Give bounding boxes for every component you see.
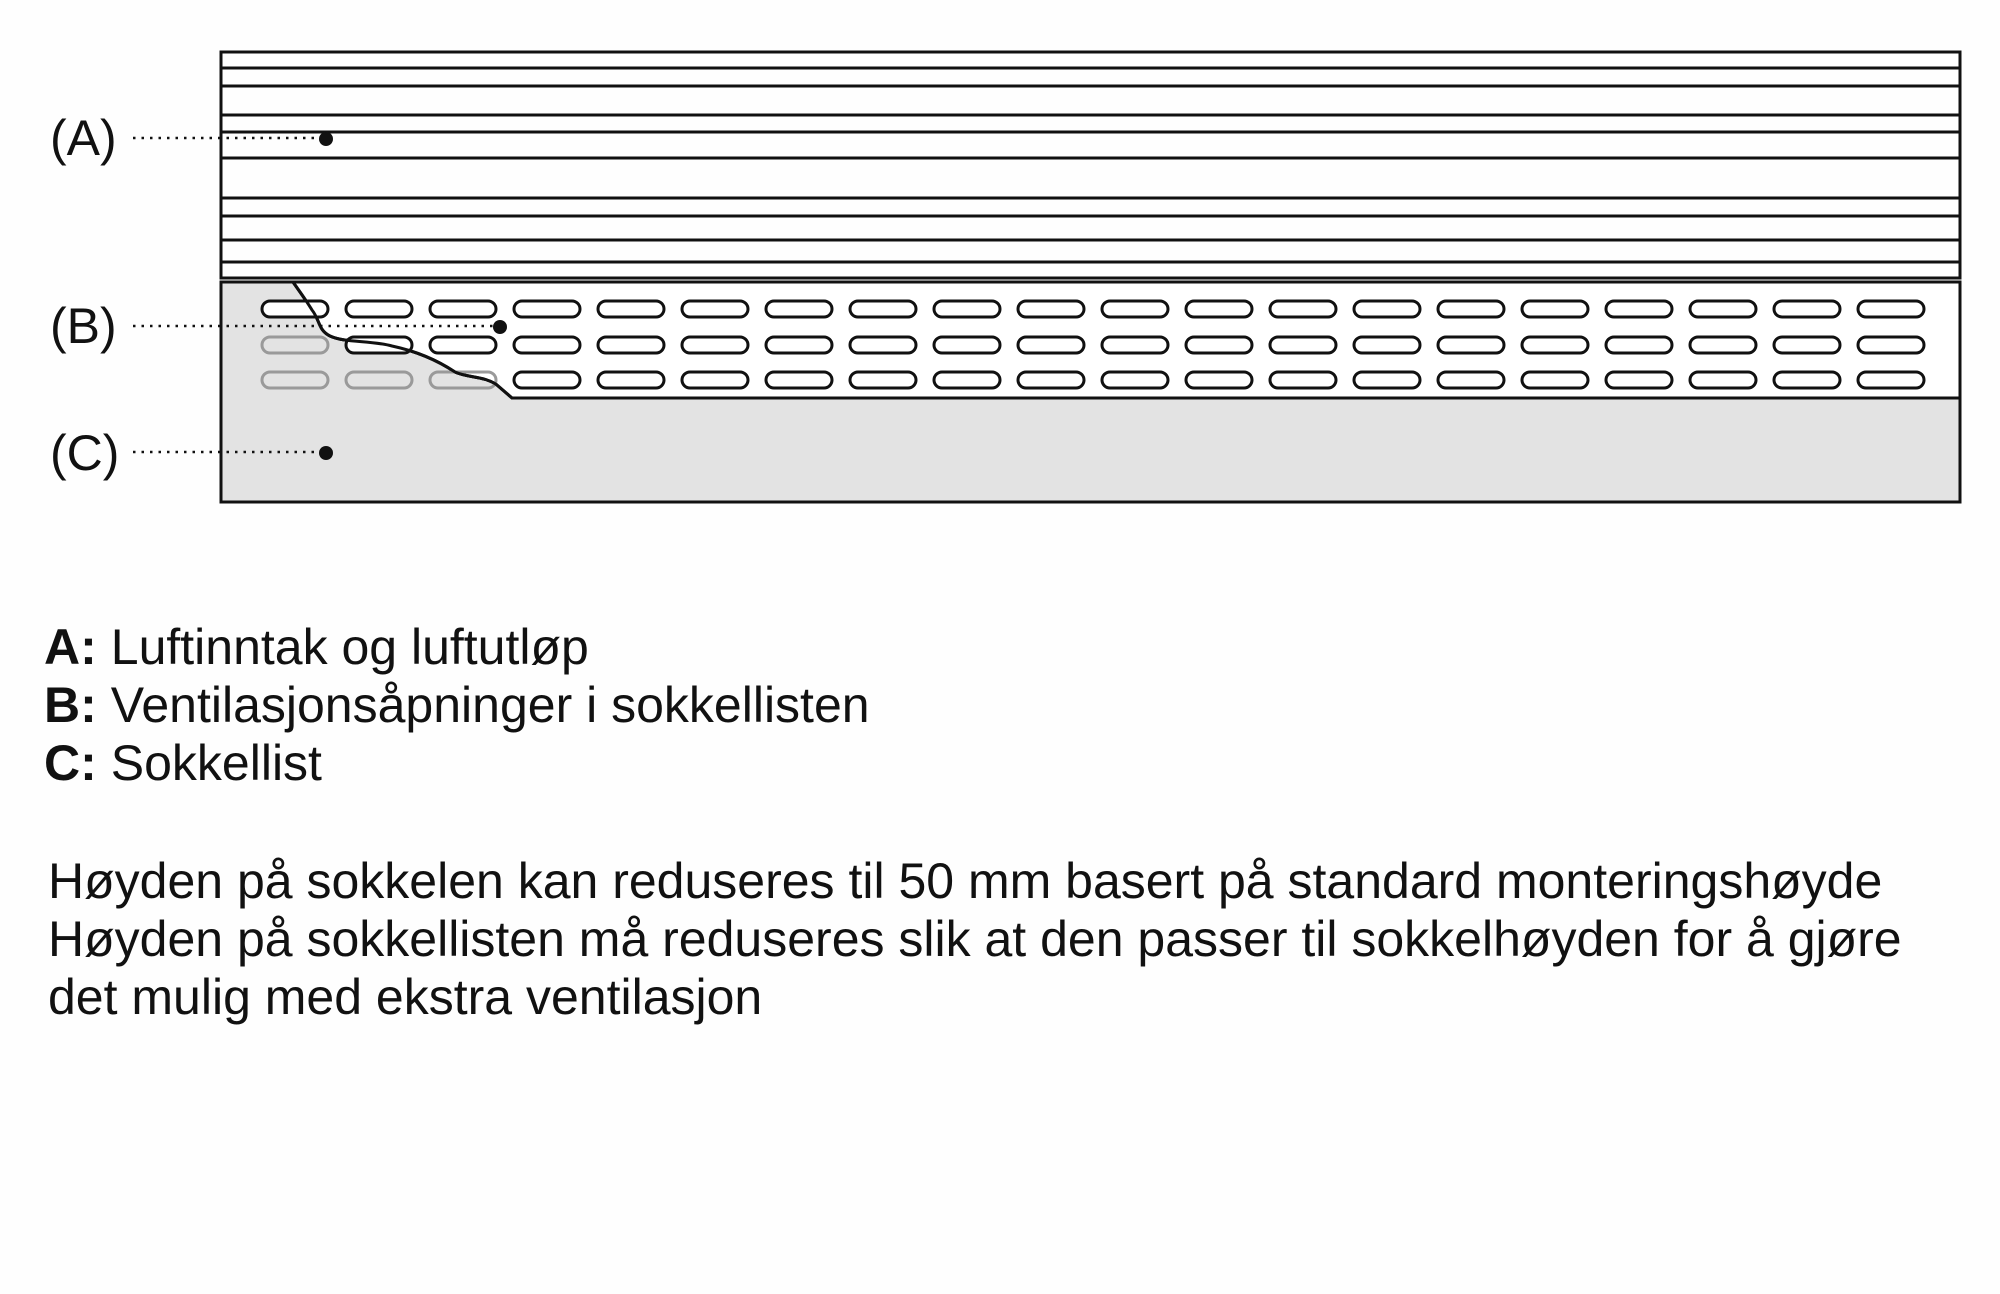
vent-slot — [1690, 337, 1756, 353]
vent-slot — [1270, 372, 1336, 388]
ventilation-diagram — [0, 0, 2000, 540]
vent-slot — [262, 301, 328, 317]
vent-slot — [1270, 337, 1336, 353]
legend-text: Sokkellist — [110, 735, 322, 791]
note-plinth-strip: Høyden på sokkellisten må reduseres slik at den passer til sokkelhøyden for å gjøre det mulig med ekstra ventilasjon — [48, 911, 1902, 1025]
vent-slot — [514, 337, 580, 353]
legend-key: A: — [44, 619, 97, 675]
legend-text: Ventilasjonsåpninger i sokkellisten — [110, 677, 870, 733]
vent-slot — [1606, 337, 1672, 353]
vent-slot — [598, 337, 664, 353]
vent-slot — [1774, 372, 1840, 388]
legend — [44, 618, 870, 792]
vent-slot — [1774, 301, 1840, 317]
legend-key: C: — [44, 735, 97, 791]
vent-slot — [682, 337, 748, 353]
legend-text: Luftinntak og luftutløp — [110, 619, 589, 675]
vent-slot — [1522, 301, 1588, 317]
vent-slot — [1102, 301, 1168, 317]
legend-item-A — [44, 618, 870, 676]
callout-label-B: (B) — [50, 298, 117, 354]
vent-slot — [1858, 301, 1924, 317]
vent-slot — [598, 372, 664, 388]
vent-slot — [1018, 301, 1084, 317]
vent-slot — [1270, 301, 1336, 317]
callout-label-C: (C) — [50, 425, 120, 481]
vent-slot — [346, 301, 412, 317]
vent-slot — [1522, 372, 1588, 388]
vent-slot — [1438, 301, 1504, 317]
vent-slot — [1018, 337, 1084, 353]
vent-slot — [1354, 301, 1420, 317]
vent-slot — [934, 372, 1000, 388]
vent-slot — [1354, 372, 1420, 388]
grille-slats — [221, 68, 1960, 262]
leader-dot-B — [493, 320, 507, 334]
legend-item-B — [44, 676, 870, 734]
vent-slot — [934, 337, 1000, 353]
vent-slot — [430, 337, 496, 353]
vent-slot — [766, 337, 832, 353]
air-grille-A — [221, 52, 1960, 278]
vent-slot — [766, 301, 832, 317]
vent-slot — [598, 301, 664, 317]
vent-slot — [1186, 372, 1252, 388]
vent-slot — [430, 301, 496, 317]
vent-slot — [1690, 372, 1756, 388]
leader-dot-A — [319, 132, 333, 146]
vent-slot — [682, 372, 748, 388]
vent-slot — [1102, 372, 1168, 388]
installation-notes — [48, 852, 1978, 1026]
note-plinth-height: Høyden på sokkelen kan reduseres til 50 mm basert på standard monteringshøyde — [48, 853, 1883, 909]
vent-slot — [514, 301, 580, 317]
vent-slot — [850, 372, 916, 388]
vent-slot — [1606, 372, 1672, 388]
vent-slot — [1774, 337, 1840, 353]
vent-slot — [934, 301, 1000, 317]
legend-item-C — [44, 734, 870, 792]
vent-slot — [1186, 301, 1252, 317]
vent-slot — [1438, 372, 1504, 388]
leader-dot-C — [319, 446, 333, 460]
leader-A — [133, 132, 333, 146]
vent-slot — [1438, 337, 1504, 353]
vent-slot — [514, 372, 580, 388]
vent-slot — [682, 301, 748, 317]
vent-slot — [1858, 337, 1924, 353]
vent-slot — [1858, 372, 1924, 388]
vent-slot — [1102, 337, 1168, 353]
vent-slot — [1186, 337, 1252, 353]
callout-label-A: (A) — [50, 110, 117, 166]
vent-slot — [1606, 301, 1672, 317]
vent-slot — [850, 301, 916, 317]
vent-slot — [1690, 301, 1756, 317]
vent-slot — [1354, 337, 1420, 353]
vent-slot — [1522, 337, 1588, 353]
legend-key: B: — [44, 677, 97, 733]
vent-slot — [850, 337, 916, 353]
vent-slot — [1018, 372, 1084, 388]
vent-slot — [766, 372, 832, 388]
